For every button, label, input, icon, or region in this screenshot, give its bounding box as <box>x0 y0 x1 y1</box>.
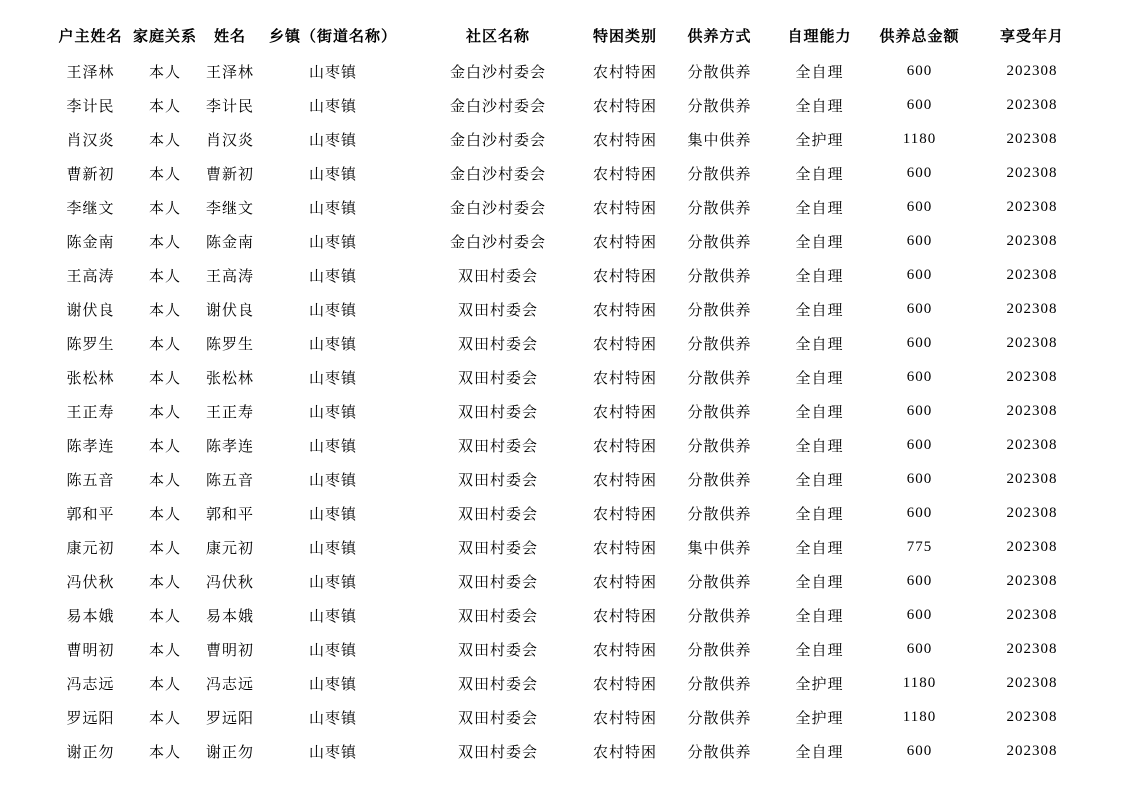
table-cell: 双田村委会 <box>458 404 539 421</box>
table-cell: 分散供养 <box>687 676 752 693</box>
table-cell: 山枣镇 <box>309 744 358 761</box>
table-cell: 农村特困 <box>593 472 658 489</box>
header-row <box>48 16 1082 54</box>
table-cell: 金白沙村委会 <box>450 98 547 115</box>
table-cell: 陈金南 <box>206 234 255 251</box>
table-cell: 全自理 <box>795 642 844 659</box>
table-cell: 罗远阳 <box>66 710 115 727</box>
table-cell: 本人 <box>149 64 182 81</box>
table-cell: 全自理 <box>795 744 844 761</box>
table-cell: 农村特困 <box>593 64 658 81</box>
table-cell: 陈孝连 <box>206 438 255 455</box>
table-row <box>48 54 1082 88</box>
table-cell: 202308 <box>1006 606 1058 623</box>
table-cell: 王正寿 <box>66 404 115 421</box>
table-cell: 山枣镇 <box>309 302 358 319</box>
table-cell: 202308 <box>1006 436 1058 453</box>
table-cell: 1180 <box>902 674 937 691</box>
table-cell: 600 <box>906 368 933 385</box>
table-row <box>48 292 1082 326</box>
table-cell: 山枣镇 <box>309 234 358 251</box>
table-cell: 本人 <box>149 506 182 523</box>
table-cell: 分散供养 <box>687 268 752 285</box>
table-cell: 冯伏秋 <box>206 574 255 591</box>
table-cell: 农村特困 <box>593 608 658 625</box>
table-cell: 600 <box>906 742 933 759</box>
table-cell: 全自理 <box>795 540 844 557</box>
table-cell: 农村特困 <box>593 234 658 251</box>
table-row <box>48 530 1082 564</box>
table-cell: 600 <box>906 606 933 623</box>
table-cell: 本人 <box>149 336 182 353</box>
table-row <box>48 190 1082 224</box>
table-cell: 分散供养 <box>687 438 752 455</box>
column-header: 姓名 <box>214 28 247 45</box>
table-cell: 分散供养 <box>687 574 752 591</box>
table-cell: 山枣镇 <box>309 540 358 557</box>
table-cell: 分散供养 <box>687 710 752 727</box>
table-cell: 本人 <box>149 744 182 761</box>
table-cell: 分散供养 <box>687 200 752 217</box>
table-cell: 陈金南 <box>66 234 115 251</box>
table-row <box>48 632 1082 666</box>
table-cell: 本人 <box>149 200 182 217</box>
table-cell: 山枣镇 <box>309 404 358 421</box>
table-cell: 600 <box>906 300 933 317</box>
table-cell: 双田村委会 <box>458 506 539 523</box>
table-cell: 全自理 <box>795 200 844 217</box>
table-cell: 王高涛 <box>66 268 115 285</box>
table-cell: 双田村委会 <box>458 608 539 625</box>
welfare-roster-table <box>48 16 1082 768</box>
table-cell: 1180 <box>902 130 937 147</box>
table-cell: 谢伏良 <box>66 302 115 319</box>
table-cell: 分散供养 <box>687 64 752 81</box>
table-cell: 农村特困 <box>593 506 658 523</box>
table-header <box>48 16 1082 54</box>
table-cell: 双田村委会 <box>458 710 539 727</box>
table-cell: 分散供养 <box>687 98 752 115</box>
table-cell: 双田村委会 <box>458 642 539 659</box>
table-cell: 李计民 <box>206 98 255 115</box>
table-cell: 山枣镇 <box>309 608 358 625</box>
table-cell: 山枣镇 <box>309 506 358 523</box>
table-cell: 陈罗生 <box>66 336 115 353</box>
table-cell: 谢正勿 <box>206 744 255 761</box>
table-cell: 山枣镇 <box>309 642 358 659</box>
table-cell: 双田村委会 <box>458 744 539 761</box>
table-cell: 全自理 <box>795 574 844 591</box>
table-cell: 202308 <box>1006 368 1058 385</box>
table-row <box>48 156 1082 190</box>
table-cell: 202308 <box>1006 62 1058 79</box>
table-cell: 金白沙村委会 <box>450 234 547 251</box>
table-cell: 金白沙村委会 <box>450 166 547 183</box>
table-row <box>48 428 1082 462</box>
table-cell: 600 <box>906 232 933 249</box>
table-cell: 双田村委会 <box>458 540 539 557</box>
column-header: 供养方式 <box>687 28 752 45</box>
table-cell: 全自理 <box>795 268 844 285</box>
table-cell: 202308 <box>1006 232 1058 249</box>
table-cell: 冯志远 <box>206 676 255 693</box>
table-cell: 分散供养 <box>687 234 752 251</box>
table-cell: 600 <box>906 470 933 487</box>
table-row <box>48 700 1082 734</box>
table-row <box>48 88 1082 122</box>
table-cell: 202308 <box>1006 742 1058 759</box>
table-cell: 全自理 <box>795 506 844 523</box>
table-cell: 陈孝连 <box>66 438 115 455</box>
table-cell: 农村特困 <box>593 676 658 693</box>
table-cell: 分散供养 <box>687 472 752 489</box>
table-cell: 郭和平 <box>206 506 255 523</box>
table-cell: 双田村委会 <box>458 268 539 285</box>
table-cell: 农村特困 <box>593 642 658 659</box>
table-cell: 农村特困 <box>593 540 658 557</box>
table-cell: 分散供养 <box>687 404 752 421</box>
document-page <box>0 16 1122 793</box>
table-row <box>48 224 1082 258</box>
table-cell: 分散供养 <box>687 166 752 183</box>
table-cell: 易本娥 <box>206 608 255 625</box>
table-cell: 双田村委会 <box>458 472 539 489</box>
table-cell: 全自理 <box>795 438 844 455</box>
column-header: 享受年月 <box>1000 28 1065 45</box>
table-cell: 农村特困 <box>593 336 658 353</box>
table-cell: 本人 <box>149 166 182 183</box>
table-cell: 陈五音 <box>206 472 255 489</box>
table-cell: 康元初 <box>206 540 255 557</box>
table-cell: 全自理 <box>795 234 844 251</box>
table-cell: 王正寿 <box>206 404 255 421</box>
table-cell: 本人 <box>149 710 182 727</box>
table-cell: 山枣镇 <box>309 574 358 591</box>
table-cell: 全护理 <box>795 676 844 693</box>
table-cell: 全自理 <box>795 370 844 387</box>
table-cell: 农村特困 <box>593 132 658 149</box>
table-cell: 600 <box>906 96 933 113</box>
table-cell: 全自理 <box>795 166 844 183</box>
table-cell: 本人 <box>149 98 182 115</box>
table-cell: 本人 <box>149 472 182 489</box>
table-cell: 陈罗生 <box>206 336 255 353</box>
column-header: 家庭关系 <box>133 28 198 45</box>
table-cell: 山枣镇 <box>309 268 358 285</box>
column-header: 自理能力 <box>787 28 852 45</box>
table-cell: 202308 <box>1006 300 1058 317</box>
table-cell: 全护理 <box>795 132 844 149</box>
table-row <box>48 122 1082 156</box>
table-cell: 李继文 <box>206 200 255 217</box>
table-cell: 罗远阳 <box>206 710 255 727</box>
table-cell: 双田村委会 <box>458 302 539 319</box>
table-cell: 600 <box>906 640 933 657</box>
table-cell: 曹明初 <box>206 642 255 659</box>
table-cell: 谢伏良 <box>206 302 255 319</box>
table-body <box>48 54 1082 768</box>
table-cell: 农村特困 <box>593 302 658 319</box>
table-row <box>48 564 1082 598</box>
table-cell: 金白沙村委会 <box>450 200 547 217</box>
column-header: 特困类别 <box>593 28 658 45</box>
table-cell: 农村特困 <box>593 744 658 761</box>
table-cell: 双田村委会 <box>458 438 539 455</box>
table-cell: 202308 <box>1006 708 1058 725</box>
table-cell: 600 <box>906 436 933 453</box>
table-cell: 山枣镇 <box>309 132 358 149</box>
table-cell: 202308 <box>1006 402 1058 419</box>
table-cell: 王泽林 <box>66 64 115 81</box>
table-cell: 郭和平 <box>66 506 115 523</box>
table-cell: 本人 <box>149 268 182 285</box>
table-cell: 易本娥 <box>66 608 115 625</box>
table-cell: 本人 <box>149 642 182 659</box>
table-cell: 农村特困 <box>593 370 658 387</box>
table-cell: 本人 <box>149 404 182 421</box>
table-cell: 农村特困 <box>593 438 658 455</box>
table-cell: 谢正勿 <box>66 744 115 761</box>
table-cell: 王高涛 <box>206 268 255 285</box>
table-cell: 分散供养 <box>687 370 752 387</box>
table-cell: 双田村委会 <box>458 676 539 693</box>
table-cell: 农村特困 <box>593 200 658 217</box>
table-cell: 肖汉炎 <box>66 132 115 149</box>
table-cell: 集中供养 <box>687 540 752 557</box>
table-cell: 本人 <box>149 438 182 455</box>
table-cell: 600 <box>906 62 933 79</box>
table-cell: 金白沙村委会 <box>450 132 547 149</box>
table-cell: 本人 <box>149 302 182 319</box>
table-cell: 600 <box>906 402 933 419</box>
table-cell: 全自理 <box>795 608 844 625</box>
table-cell: 山枣镇 <box>309 98 358 115</box>
table-cell: 农村特困 <box>593 710 658 727</box>
table-cell: 康元初 <box>66 540 115 557</box>
table-cell: 冯伏秋 <box>66 574 115 591</box>
table-cell: 山枣镇 <box>309 200 358 217</box>
table-cell: 600 <box>906 572 933 589</box>
table-row <box>48 734 1082 768</box>
table-cell: 张松林 <box>66 370 115 387</box>
table-cell: 全自理 <box>795 98 844 115</box>
table-cell: 曹新初 <box>66 166 115 183</box>
table-cell: 202308 <box>1006 164 1058 181</box>
table-cell: 分散供养 <box>687 336 752 353</box>
table-cell: 202308 <box>1006 130 1058 147</box>
table-cell: 王泽林 <box>206 64 255 81</box>
table-cell: 本人 <box>149 370 182 387</box>
table-cell: 全自理 <box>795 404 844 421</box>
table-cell: 农村特困 <box>593 166 658 183</box>
table-cell: 山枣镇 <box>309 64 358 81</box>
table-cell: 李继文 <box>66 200 115 217</box>
table-cell: 农村特困 <box>593 268 658 285</box>
table-cell: 202308 <box>1006 198 1058 215</box>
table-row <box>48 258 1082 292</box>
table-cell: 202308 <box>1006 572 1058 589</box>
table-cell: 集中供养 <box>687 132 752 149</box>
table-cell: 冯志远 <box>66 676 115 693</box>
table-cell: 202308 <box>1006 640 1058 657</box>
table-cell: 山枣镇 <box>309 438 358 455</box>
table-cell: 双田村委会 <box>458 574 539 591</box>
table-cell: 全护理 <box>795 710 844 727</box>
table-cell: 全自理 <box>795 64 844 81</box>
table-cell: 山枣镇 <box>309 676 358 693</box>
table-cell: 山枣镇 <box>309 166 358 183</box>
table-cell: 202308 <box>1006 504 1058 521</box>
table-cell: 农村特困 <box>593 574 658 591</box>
table-row <box>48 394 1082 428</box>
table-cell: 600 <box>906 504 933 521</box>
table-cell: 本人 <box>149 132 182 149</box>
table-row <box>48 496 1082 530</box>
column-header: 供养总金额 <box>879 28 960 45</box>
table-cell: 202308 <box>1006 266 1058 283</box>
column-header: 乡镇（街道名称） <box>269 28 398 45</box>
table-cell: 双田村委会 <box>458 370 539 387</box>
table-row <box>48 326 1082 360</box>
table-cell: 张松林 <box>206 370 255 387</box>
table-cell: 600 <box>906 334 933 351</box>
table-cell: 202308 <box>1006 674 1058 691</box>
table-cell: 202308 <box>1006 96 1058 113</box>
table-cell: 全自理 <box>795 336 844 353</box>
table-row <box>48 666 1082 700</box>
table-row <box>48 598 1082 632</box>
table-cell: 全自理 <box>795 302 844 319</box>
table-cell: 600 <box>906 198 933 215</box>
table-cell: 本人 <box>149 608 182 625</box>
table-cell: 山枣镇 <box>309 370 358 387</box>
table-cell: 分散供养 <box>687 642 752 659</box>
table-cell: 全自理 <box>795 472 844 489</box>
table-cell: 李计民 <box>66 98 115 115</box>
table-row <box>48 360 1082 394</box>
table-cell: 分散供养 <box>687 302 752 319</box>
table-cell: 本人 <box>149 234 182 251</box>
table-cell: 1180 <box>902 708 937 725</box>
table-cell: 山枣镇 <box>309 336 358 353</box>
column-header: 社区名称 <box>466 28 531 45</box>
table-cell: 600 <box>906 266 933 283</box>
table-cell: 775 <box>906 538 933 555</box>
table-cell: 曹明初 <box>66 642 115 659</box>
table-cell: 分散供养 <box>687 608 752 625</box>
table-cell: 双田村委会 <box>458 336 539 353</box>
column-header: 户主姓名 <box>58 28 123 45</box>
table-cell: 202308 <box>1006 538 1058 555</box>
table-cell: 本人 <box>149 540 182 557</box>
table-cell: 分散供养 <box>687 744 752 761</box>
table-row <box>48 462 1082 496</box>
table-cell: 曹新初 <box>206 166 255 183</box>
table-cell: 农村特困 <box>593 98 658 115</box>
table-cell: 金白沙村委会 <box>450 64 547 81</box>
table-cell: 陈五音 <box>66 472 115 489</box>
table-cell: 本人 <box>149 676 182 693</box>
table-cell: 本人 <box>149 574 182 591</box>
table-cell: 肖汉炎 <box>206 132 255 149</box>
table-cell: 农村特困 <box>593 404 658 421</box>
table-cell: 山枣镇 <box>309 472 358 489</box>
table-cell: 分散供养 <box>687 506 752 523</box>
table-cell: 202308 <box>1006 334 1058 351</box>
table-cell: 600 <box>906 164 933 181</box>
table-cell: 山枣镇 <box>309 710 358 727</box>
table-cell: 202308 <box>1006 470 1058 487</box>
